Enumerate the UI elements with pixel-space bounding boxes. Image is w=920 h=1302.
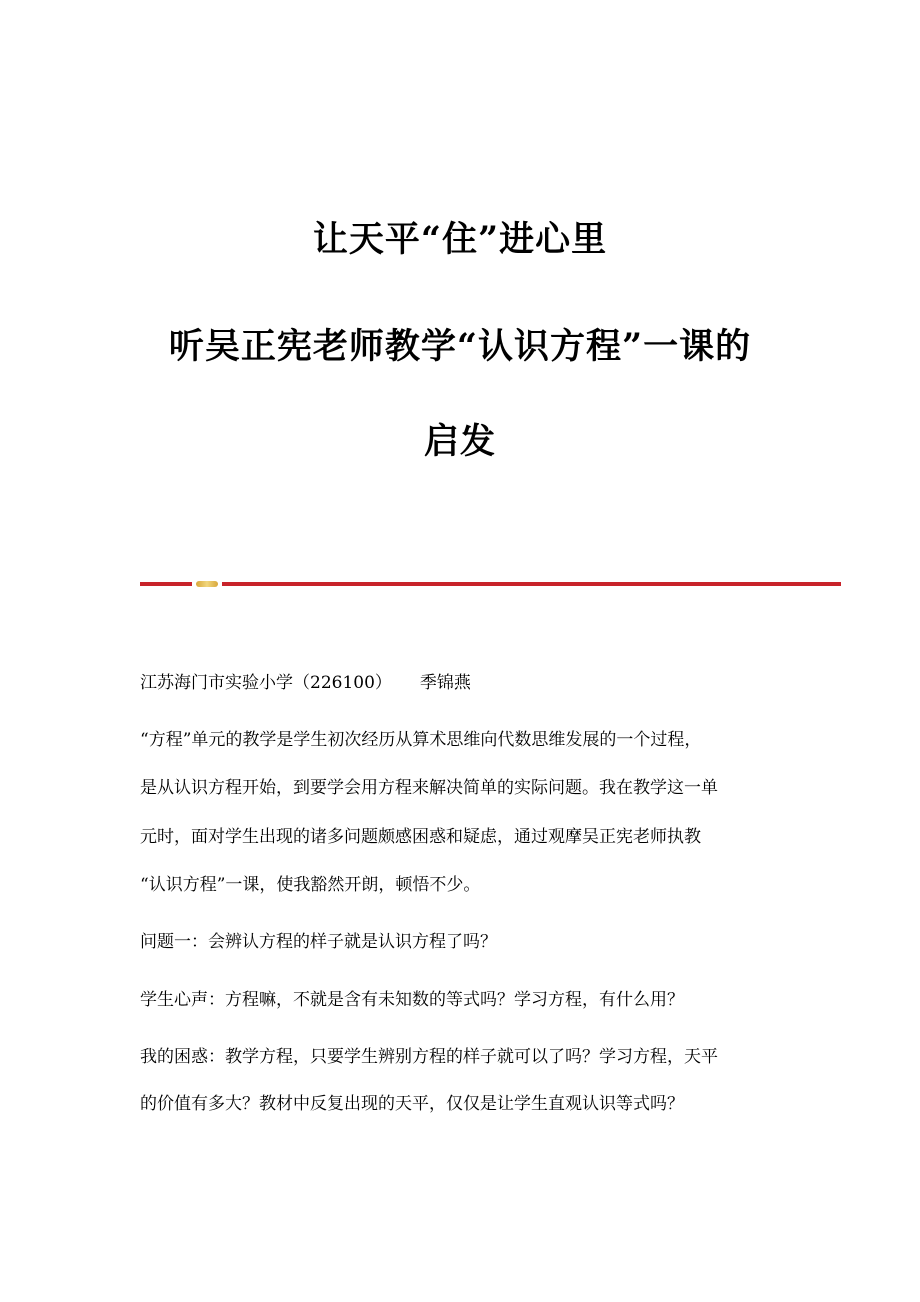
divider-bar-left [140,582,192,586]
divider-bar-right [222,582,841,586]
title-divider [140,580,841,588]
body-line: 的价值有多大？教材中反复出现的天平，仅仅是让学生直观认识等式吗？ [140,1094,684,1114]
body-line: 我的困惑：教学方程，只要学生辨别方程的样子就可以了吗？学习方程，天平 [140,1047,718,1067]
body-line: “方程”单元的教学是学生初次经历从算术思维向代数思维发展的一个过程， [140,730,702,750]
byline-author: 季锦燕 [419,673,471,693]
student-voice: 学生心声：方程嘛，不就是含有未知数的等式吗？学习方程，有什么用？ [140,990,684,1010]
body-line: “认识方程”一课，使我豁然开朗，顿悟不少。 [140,875,481,895]
divider-ornament-icon [196,581,218,587]
title-line-3: 启发 [423,421,496,462]
body-line: 元时，面对学生出现的诸多问题颇感困惑和疑虑，通过观摩吴正宪老师执教 [140,827,701,847]
question-heading: 问题一：会辨认方程的样子就是认识方程了吗？ [140,932,497,952]
title-line-1: 让天平“住”进心里 [312,219,608,260]
title-line-2: 听吴正宪老师教学“认识方程”一课的 [168,326,752,367]
body-line: 是从认识方程开始，到要学会用方程来解决简单的实际问题。我在教学这一单 [140,778,718,798]
byline [140,671,471,695]
byline-affiliation: 江苏海门市实验小学（226100） [140,673,392,693]
